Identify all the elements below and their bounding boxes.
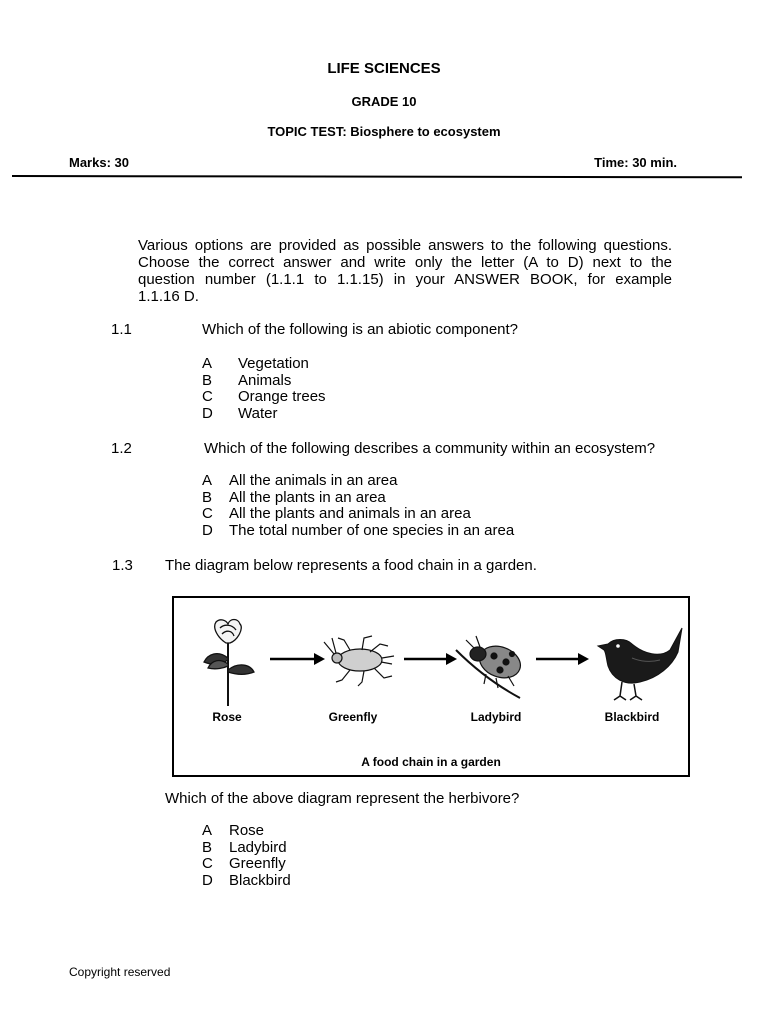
option-item: A All the animals in an area: [202, 472, 398, 489]
option-item: C All the plants and animals in an area: [202, 505, 471, 523]
grade-label: GRADE 10: [351, 94, 417, 109]
arrow-icon: [404, 653, 457, 665]
question-number: 1.1: [111, 321, 132, 338]
organism-label: Rose: [212, 710, 242, 724]
option-item: B Ladybird: [202, 838, 287, 856]
options-list: [202, 823, 291, 889]
option-item: D Water: [202, 404, 278, 422]
instructions-line: question number (1.1.1 to 1.1.15) in your ANSWER BOOK, for example: [138, 271, 672, 288]
organism-label: Blackbird: [604, 710, 660, 724]
food-chain-figure: [172, 596, 690, 777]
instructions: [138, 237, 672, 305]
instructions-line: 1.1.16 D.: [138, 288, 199, 305]
instructions-line: Various options are provided as possible answers to the following questions.: [138, 237, 672, 254]
marks-label: Marks: 30: [69, 155, 129, 170]
food-chain-diagram: [174, 598, 688, 775]
question-followup: Which of the above diagram represent the herbivore?: [165, 790, 520, 807]
option-item: B Animals: [202, 371, 292, 389]
option-item: D The total number of one species in an area: [202, 521, 515, 539]
question-text: Which of the following is an abiotic component?: [202, 321, 519, 338]
organism-label: Greenfly: [328, 710, 378, 724]
arrow-icon: [270, 653, 325, 665]
options-list: [202, 356, 326, 422]
option-item: C Greenfly: [202, 855, 286, 873]
figure-caption: A food chain in a garden: [361, 755, 501, 769]
option-item: A Vegetation: [202, 355, 309, 372]
greenfly-icon: [324, 636, 394, 686]
option-item: C Orange trees: [202, 388, 326, 406]
instructions-line: Choose the correct answer and write only the letter (A to D) next to the: [138, 254, 672, 271]
option-item: A Rose: [202, 822, 265, 839]
question-number: 1.3: [112, 557, 133, 574]
option-item: B All the plants in an area: [202, 488, 386, 506]
ladybird-icon: [456, 636, 525, 698]
arrow-icon: [536, 653, 589, 665]
question-text: The diagram below represents a food chain in a garden.: [165, 557, 537, 574]
blackbird-icon: [598, 628, 682, 700]
topic-label: TOPIC TEST: Biosphere to ecosystem: [267, 124, 501, 139]
time-label: Time: 30 min.: [594, 155, 677, 170]
options-list: [202, 473, 514, 539]
copyright-notice: Copyright reserved: [69, 965, 171, 979]
question-text: Which of the following describes a community within an ecosystem?: [204, 440, 656, 457]
document-title: LIFE SCIENCES: [327, 60, 441, 77]
header-divider: [12, 175, 742, 178]
option-item: D Blackbird: [202, 871, 291, 889]
rose-icon: [204, 620, 254, 707]
question-number: 1.2: [111, 440, 132, 457]
organism-label: Ladybird: [470, 710, 522, 724]
